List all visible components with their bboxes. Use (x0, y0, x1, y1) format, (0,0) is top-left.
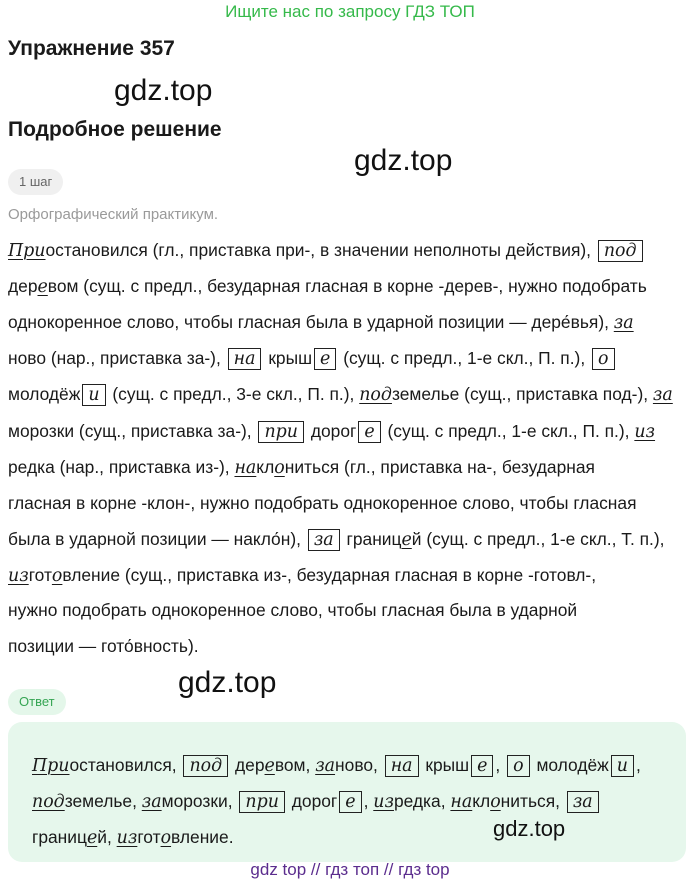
solution-line: позиции — гото́вность). (8, 636, 199, 656)
morpheme-box: о (507, 755, 529, 777)
solution-line: изготовление (сущ., приставка из-, безударная гласная в корне -готовл-, (8, 565, 597, 586)
solution-line: была в ударной позиции — накло́н), за границей (сущ. с предл., 1-е скл., Т. п.), (8, 529, 665, 550)
ending-box: е (314, 348, 336, 370)
morpheme-box: под (183, 755, 228, 777)
answer-line: подземелье, заморозки, при дорог е , изредка, наклониться, за (32, 791, 601, 813)
step-badge: 1 шаг (8, 169, 63, 195)
morpheme-box: при (239, 791, 285, 813)
solution-line: ново (нар., приставка за-), на крыш е (сущ. с предл., 1-е скл., П. п.), о (8, 348, 617, 370)
watermark: gdz.top (178, 666, 277, 699)
morpheme-box: на (385, 755, 419, 777)
watermark: gdz.top (114, 74, 213, 107)
answer-line: границей, изготовление. (32, 827, 234, 848)
answer-line: Приостановился, под деревом, заново, на крыш е , о молодёж и , (32, 755, 641, 776)
watermark: gdz.top (354, 144, 453, 177)
ending-box: е (471, 755, 493, 777)
solution-line: Приостановился (гл., приставка при-, в значении неполноты действия), под (8, 240, 645, 262)
morpheme-box: за (567, 791, 599, 813)
solution-line: однокоренное слово, чтобы гласная была в ударной позиции — дере́вья), за (8, 312, 634, 333)
solution-line: нужно подобрать однокоренное слово, чтобы гласная была в ударной (8, 600, 578, 620)
morpheme-box: за (308, 529, 340, 551)
exercise-title: Упражнение 357 (8, 37, 175, 60)
morpheme-box: под (598, 240, 643, 262)
search-banner[interactable]: Ищите нас по запросу ГДЗ ТОП (225, 2, 475, 21)
solution-line: гласная в корне -клон-, нужно подобрать однокоренное слово, чтобы гласная (8, 493, 637, 513)
ending-box: е (339, 791, 361, 813)
answer-badge: Ответ (8, 689, 66, 715)
footer-links[interactable]: gdz top // гдз топ // гдз top (250, 860, 450, 879)
solution-line: молодёж и (сущ. с предл., 3-е скл., П. п.), подземелье (сущ., приставка под-), за (8, 384, 673, 405)
ending-box: и (82, 384, 105, 406)
step-caption: Орфографический практикум. (8, 206, 219, 223)
morpheme-box: при (258, 421, 304, 443)
solution-line: редка (нар., приставка из-), наклониться (гл., приставка на-, безударная (8, 457, 595, 478)
watermark: gdz.top (493, 816, 566, 841)
solution-line: морозки (сущ., приставка за-), при дорог е (сущ. с предл., 1-е скл., П. п.), из (8, 421, 656, 442)
ending-box: е (358, 421, 380, 443)
morpheme-box: о (592, 348, 614, 370)
morpheme-box: на (228, 348, 262, 370)
ending-box: и (611, 755, 634, 777)
solution-line: деревом (сущ. с предл., безударная гласная в корне -дерев-, нужно подобрать (8, 276, 647, 297)
solution-heading: Подробное решение (8, 118, 222, 141)
